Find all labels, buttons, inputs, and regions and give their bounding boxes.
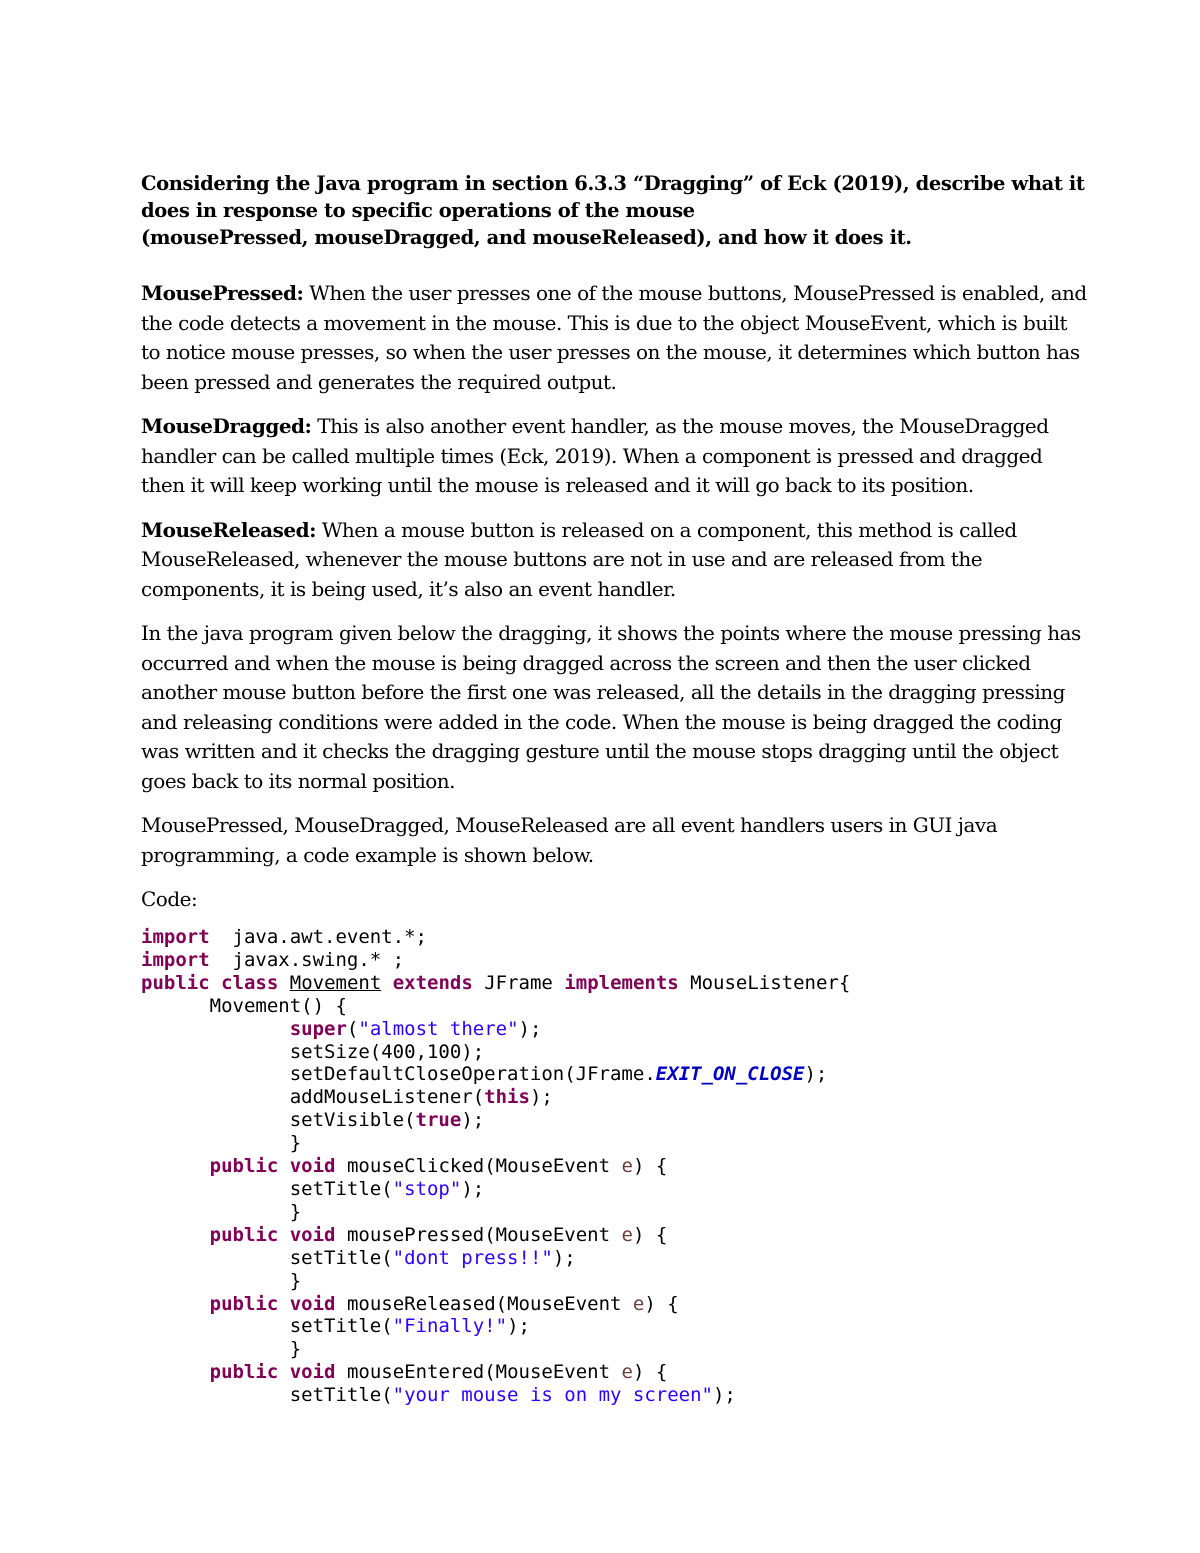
- code-line: [141, 1384, 1061, 1407]
- code-text: mouseEntered(MouseEvent: [335, 1361, 622, 1384]
- code-text: [278, 1224, 289, 1246]
- code-line: [141, 1063, 1061, 1086]
- code-text: setTitle(: [141, 1384, 393, 1407]
- code-keyword: import: [141, 948, 210, 971]
- code-line: [141, 972, 1061, 995]
- answer-line: the code detects a movement in the mouse. This is due to the object MouseEvent, which is built: [141, 310, 1068, 335]
- question-line: does in response to specific operations of the mouse: [141, 199, 695, 222]
- code-text: ) {: [632, 1361, 668, 1384]
- paragraph-line: and releasing conditions were added in the code. When the mouse is being dragged the coding: [141, 709, 1062, 734]
- code-line: [141, 1109, 1061, 1132]
- code-constant: EXIT_ON_CLOSE: [655, 1063, 805, 1086]
- code-text: MouseListener{: [678, 971, 851, 994]
- body-paragraph-explanation: [141, 619, 1081, 796]
- code-text: JFrame: [472, 971, 565, 994]
- code-text: setTitle(: [141, 1246, 393, 1269]
- code-text: );: [461, 1109, 485, 1132]
- code-text: mouseReleased(MouseEvent: [335, 1292, 633, 1315]
- answer-line: [141, 412, 1061, 442]
- code-text: [278, 972, 289, 994]
- code-parameter: e: [621, 1155, 633, 1178]
- code-keyword: void: [289, 1223, 336, 1246]
- answer-mouse-pressed: [141, 279, 1087, 397]
- code-line: [141, 1224, 1061, 1247]
- document-page: [141, 170, 1087, 1407]
- code-line: [141, 1315, 1061, 1338]
- code-text: [141, 1018, 290, 1040]
- code-text: );: [804, 1063, 828, 1086]
- code-parameter: e: [621, 1223, 633, 1246]
- code-text: setVisible(: [141, 1109, 416, 1132]
- term-label: MouseDragged:: [141, 414, 312, 438]
- paragraph-line: occurred and when the mouse is being dragged across the screen and then the user clicked: [141, 650, 1031, 675]
- code-text: javax.swing.* ;: [209, 948, 405, 971]
- code-text: setTitle(: [141, 1177, 393, 1200]
- code-line: [141, 1361, 1061, 1384]
- code-text: );: [461, 1177, 485, 1200]
- answer-mouse-released: [141, 516, 1061, 605]
- code-text: [278, 1293, 289, 1315]
- code-text: ) {: [632, 1223, 668, 1246]
- code-parameter: e: [632, 1292, 645, 1315]
- code-line: [141, 995, 1061, 1018]
- code-string: "Finally!": [392, 1315, 508, 1338]
- code-line: [141, 1247, 1061, 1270]
- code-text: [141, 1293, 210, 1315]
- answer-text: This is also another event handler, as the mouse moves, the MouseDragged: [311, 414, 1049, 438]
- code-text: }: [141, 1269, 302, 1292]
- code-text: );: [518, 1017, 542, 1040]
- code-text: [278, 1155, 289, 1177]
- code-text: setTitle(: [141, 1315, 393, 1338]
- code-line: [141, 926, 1061, 949]
- code-text: [141, 1361, 210, 1383]
- code-text: );: [552, 1246, 576, 1269]
- body-paragraph-summary: [141, 811, 1061, 870]
- code-line: [141, 1132, 1061, 1155]
- answer-line: [141, 279, 1087, 309]
- code-text: setDefaultCloseOperation(JFrame.: [141, 1063, 656, 1086]
- paragraph-line: MousePressed, MouseDragged, MouseReleased are all event handlers users in GUI java: [141, 813, 998, 837]
- code-string: "almost there": [358, 1017, 519, 1040]
- code-line: [141, 1293, 1061, 1316]
- code-text: );: [712, 1384, 736, 1407]
- code-line: [141, 1018, 1061, 1041]
- answer-line: to notice mouse presses, so when the user presses on the mouse, it determines which button has: [141, 340, 1080, 364]
- answer-line: [141, 516, 1061, 546]
- code-text: mousePressed(MouseEvent: [335, 1223, 622, 1246]
- question-line: Considering the Java program in section 6.3.3 “Dragging” of Eck (2019), describe what it: [141, 172, 1085, 195]
- code-keyword: public: [141, 971, 210, 994]
- code-text: );: [507, 1315, 530, 1338]
- code-text: mouseClicked(MouseEvent: [335, 1155, 622, 1178]
- answer-line: been pressed and generates the required output.: [141, 369, 617, 394]
- code-string: "your mouse is on my screen": [392, 1384, 713, 1407]
- answer-line: MouseReleased, whenever the mouse buttons are not in use and are released from the: [141, 547, 983, 571]
- code-keyword: this: [484, 1086, 530, 1109]
- code-keyword: void: [289, 1155, 336, 1178]
- answer-mouse-dragged: [141, 412, 1061, 501]
- code-keyword: implements: [564, 971, 679, 994]
- code-identifier: Movement: [289, 971, 382, 994]
- code-label: Code:: [141, 887, 198, 911]
- code-line: [141, 1041, 1061, 1064]
- answer-line: then it will keep working until the mouse is released and it will go back to its position.: [141, 473, 974, 497]
- code-parameter: e: [621, 1361, 633, 1384]
- answer-line: handler can be called multiple times (Eck, 2019). When a component is pressed and dragged: [141, 443, 1043, 468]
- code-text: [141, 1155, 210, 1177]
- code-keyword: public: [209, 1155, 279, 1178]
- code-text: (: [346, 1017, 359, 1040]
- code-text: [381, 972, 392, 994]
- code-text: addMouseListener(: [141, 1086, 485, 1109]
- answer-line: components, it is being used, it’s also an event handler.: [141, 576, 676, 601]
- code-keyword: class: [221, 971, 279, 994]
- code-line: [141, 1201, 1061, 1224]
- code-keyword: import: [141, 926, 210, 948]
- term-label: MousePressed:: [141, 281, 304, 305]
- code-text: }: [141, 1132, 302, 1155]
- code-line: [141, 1086, 1061, 1109]
- answer-text: When the user presses one of the mouse buttons, MousePressed is enabled, and: [303, 281, 1087, 305]
- question-line: (mousePressed, mouseDragged, and mouseReleased), and how it does it.: [141, 226, 912, 249]
- code-text: [141, 1224, 210, 1246]
- code-text: );: [529, 1086, 553, 1109]
- paragraph-line: was written and it checks the dragging gesture until the mouse stops dragging until the object: [141, 739, 1059, 763]
- code-text: ) {: [632, 1155, 668, 1178]
- code-text: [210, 972, 221, 994]
- answer-text: When a mouse button is released on a component, this method is called: [315, 517, 1017, 542]
- code-string: "dont press!!": [392, 1246, 553, 1269]
- code-text: }: [141, 1200, 302, 1223]
- code-line: [141, 949, 1061, 972]
- code-text: setSize(400,100);: [141, 1040, 485, 1063]
- code-line: [141, 1338, 1061, 1361]
- code-keyword: void: [289, 1361, 336, 1384]
- code-keyword: true: [415, 1109, 462, 1132]
- code-text: ) {: [644, 1292, 679, 1315]
- code-text: java.awt.event.*;: [209, 926, 427, 948]
- paragraph-line: programming, a code example is shown below.: [141, 842, 594, 867]
- code-keyword: extends: [392, 971, 473, 994]
- code-string: "stop": [392, 1177, 462, 1200]
- code-line: [141, 1178, 1061, 1201]
- code-keyword: public: [209, 1361, 279, 1384]
- code-line: [141, 1155, 1061, 1178]
- code-keyword: super: [289, 1017, 347, 1040]
- code-text: }: [141, 1338, 302, 1361]
- question-heading: [141, 170, 1085, 251]
- code-keyword: void: [289, 1292, 336, 1315]
- paragraph-line: In the java program given below the dragging, it shows the points where the mouse pressing has: [141, 621, 1081, 645]
- code-text: Movement() {: [141, 994, 347, 1017]
- code-keyword: public: [209, 1292, 279, 1315]
- code-keyword: public: [209, 1223, 279, 1246]
- paragraph-line: goes back to its normal position.: [141, 768, 456, 793]
- code-block: [141, 926, 1061, 1407]
- code-text: [278, 1361, 289, 1383]
- term-label: MouseReleased:: [141, 517, 316, 542]
- code-line: [141, 1270, 1061, 1293]
- paragraph-line: another mouse button before the first one was released, all the details in the dragging pressing: [141, 680, 1065, 704]
